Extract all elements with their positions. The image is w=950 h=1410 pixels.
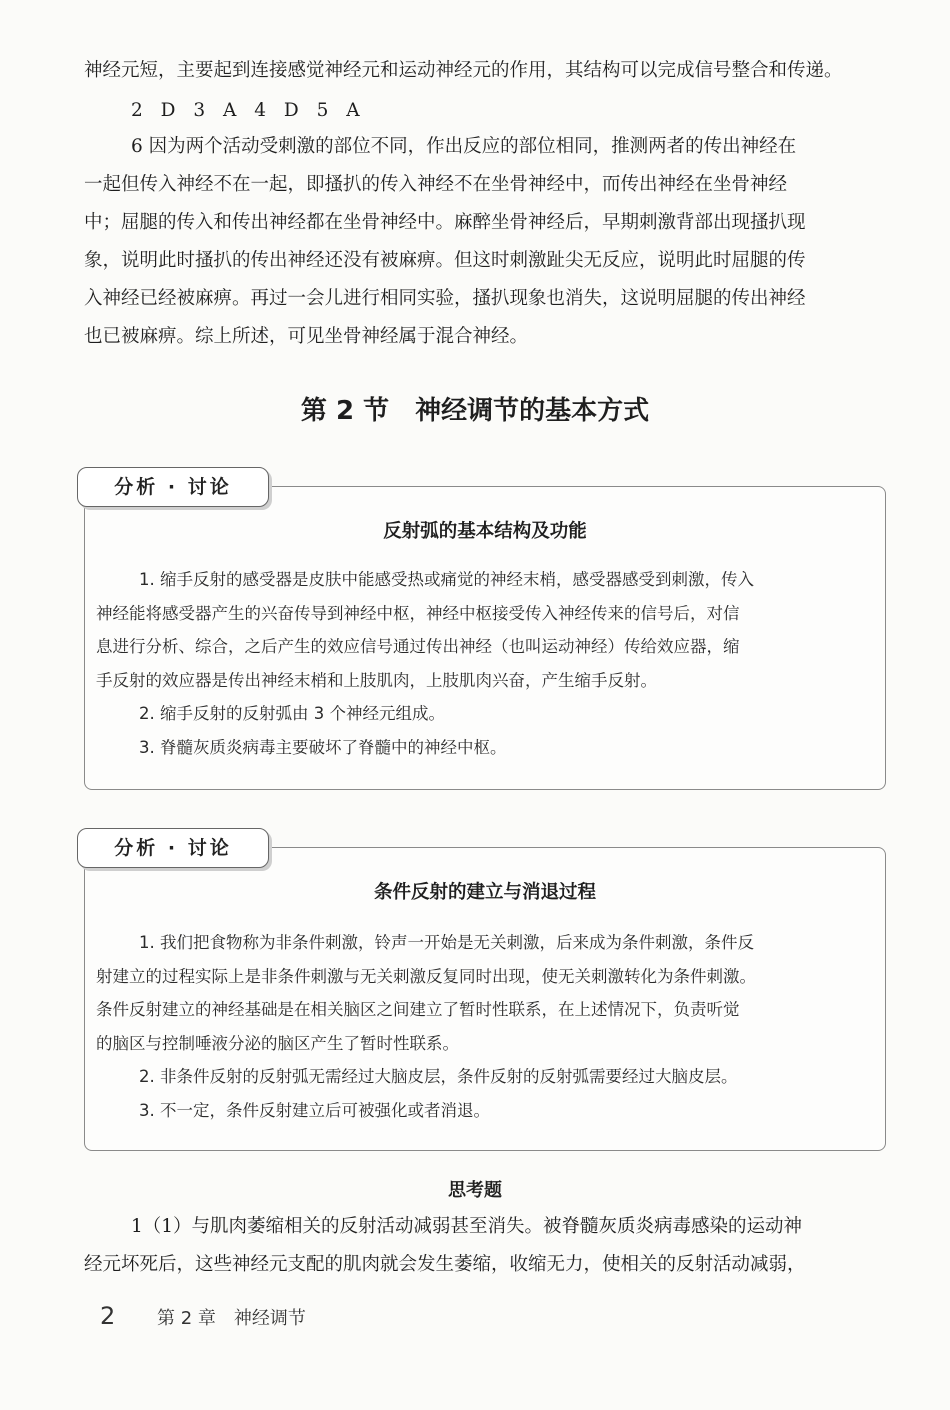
top-paragraph [84, 52, 884, 90]
text-line: 中；屈腿的传入和传出神经都在坐骨神经中。麻醉坐骨神经后，早期刺激背部出现搔扒现 [84, 212, 806, 233]
box-tag: 分析 · 讨论 [77, 828, 269, 868]
section-title: 第 2 节 神经调节的基本方式 [300, 396, 650, 426]
text-line: 1（1）与肌肉萎缩相关的反射活动减弱甚至消失。被脊髓灰质炎病毒感染的运动神 [131, 1216, 803, 1237]
text-line: 1. 我们把食物称为非条件刺激，铃声一开始是无关刺激，后来成为条件刺激，条件反 [139, 933, 754, 952]
text-line: 经元坏死后，这些神经元支配的肌肉就会发生萎缩，收缩无力，使相关的反射活动减弱， [84, 1254, 806, 1275]
analysis-discussion-box-2 [84, 837, 886, 1151]
box-body [96, 563, 876, 764]
text-line: 息进行分析、综合，之后产生的效应信号通过传出神经（也叫运动神经）传给效应器，缩 [96, 637, 740, 656]
text-line: 6 因为两个活动受刺激的部位不同，作出反应的部位相同，推测两者的传出神经在 [131, 136, 797, 157]
chapter-label: 第 2 章 神经调节 [157, 1308, 306, 1329]
text-line: 也已被麻痹。综上所述，可见坐骨神经属于混合神经。 [84, 326, 529, 347]
box-body [96, 926, 876, 1127]
text-line: 1. 缩手反射的感受器是皮肤中能感受热或痛觉的神经末梢，感受器感受到刺激，传入 [139, 570, 754, 589]
text-line: 3. 脊髓灰质炎病毒主要破坏了脊髓中的神经中枢。 [139, 737, 507, 757]
text-line: 神经元短，主要起到连接感觉神经元和运动神经元的作用，其结构可以完成信号整合和传递。 [84, 60, 843, 81]
think-questions-title: 思考题 [448, 1180, 502, 1201]
text-line: 神经能将感受器产生的兴奋传导到神经中枢，神经中枢接受传入神经传来的信号后，对信 [96, 603, 740, 623]
think-question-answer [84, 1208, 884, 1284]
box-tag: 分析 · 讨论 [77, 467, 269, 507]
text-line: 射建立的过程实际上是非条件刺激与无关刺激反复同时出现，使无关刺激转化为条件刺激。 [96, 966, 756, 986]
page-footer [100, 1302, 306, 1330]
question-6-answer [84, 128, 884, 356]
text-line: 2. 非条件反射的反射弧无需经过大脑皮层，条件反射的反射弧需要经过大脑皮层。 [139, 1067, 738, 1086]
text-line: 手反射的效应器是传出神经末梢和上肢肌肉，上肢肌肉兴奋，产生缩手反射。 [96, 670, 657, 690]
box-title: 条件反射的建立与消退过程 [373, 882, 596, 903]
analysis-discussion-box-1 [84, 476, 886, 790]
text-line: 2. 缩手反射的反射弧由 3 个神经元组成。 [139, 704, 445, 723]
text-line: 入神经已经被麻痹。再过一会儿进行相同实验，搔扒现象也消失，这说明屈腿的传出神经 [84, 288, 806, 309]
box-title: 反射弧的基本结构及功能 [383, 521, 587, 542]
text-line: 3. 不一定，条件反射建立后可被强化或者消退。 [139, 1100, 490, 1120]
text-line: 象，说明此时搔扒的传出神经还没有被麻痹。但这时刺激趾尖无反应，说明此时屈腿的传 [84, 250, 806, 271]
answers-line: 2 D 3 A 4 D 5 A [131, 100, 366, 121]
text-line: 一起但传入神经不在一起，即搔扒的传入神经不在坐骨神经中，而传出神经在坐骨神经 [84, 174, 788, 195]
text-line: 条件反射建立的神经基础是在相关脑区之间建立了暂时性联系，在上述情况下，负责听觉 [96, 1000, 740, 1019]
text-line: 的脑区与控制唾液分泌的脑区产生了暂时性联系。 [96, 1033, 459, 1053]
page-number: 2 [100, 1302, 116, 1330]
